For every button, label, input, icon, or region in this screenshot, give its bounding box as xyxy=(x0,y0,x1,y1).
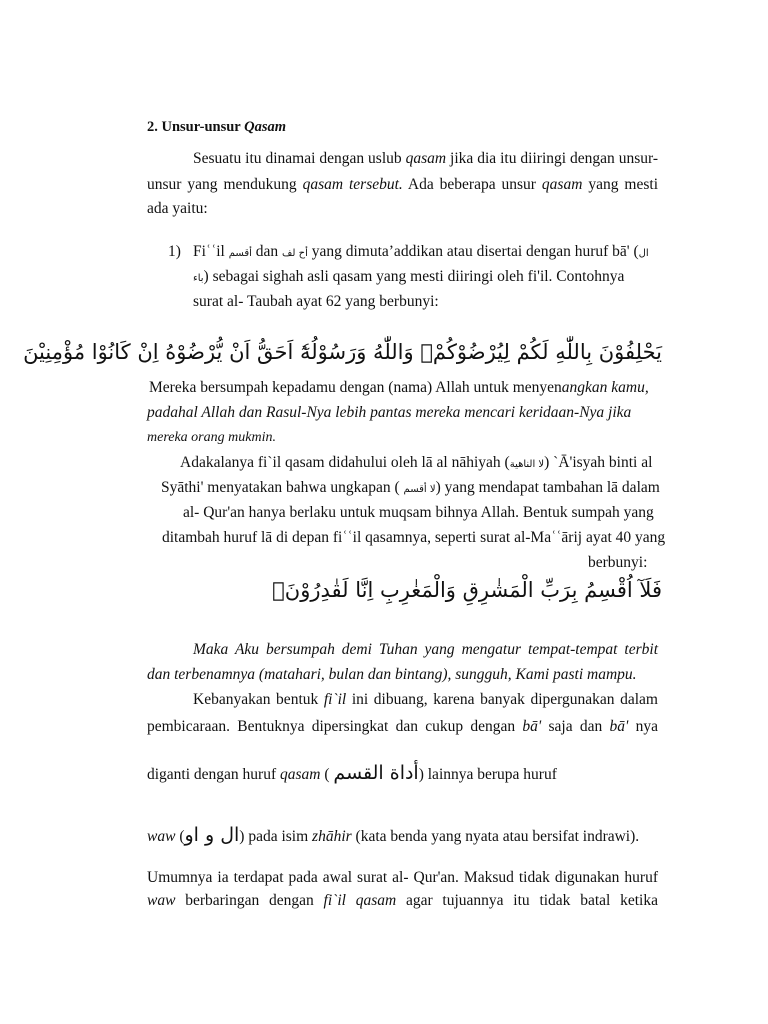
italic-term: zhāhir xyxy=(312,828,352,845)
arabic-term: باء xyxy=(193,273,204,284)
text-run: agar tujuannya itu tidak batal ketika xyxy=(396,892,658,909)
list-number: 1) xyxy=(168,243,181,260)
text-run: yang mesti xyxy=(582,176,658,193)
italic-term: fi`il xyxy=(323,691,347,708)
quran-verse-taubah-62: يَحْلِفُوْنَ بِاللّٰهِ لَكُمْ لِيُرْضُوْكُمْۚ وَاللّٰهُ وَرَسُوْلُهٗٓ اَحَقُّ اَنْ يُّرْضُوْهُ اِنْ كَانُوْا مُؤْمِنِيْنَ xyxy=(23,340,662,364)
text-run: saja dan xyxy=(541,718,610,735)
text-run: Adakalanya fi`il qasam didahului oleh lā al nāhiyah ( xyxy=(180,454,510,471)
trans1-line-3 xyxy=(147,427,276,448)
text-run: Mereka bersumpah kepadamu dengan (nama) Allah untuk menyen xyxy=(149,379,562,396)
para2-line-1 xyxy=(180,453,652,475)
para2-line-2 xyxy=(161,478,660,500)
italic-term: Maka Aku bersumpah demi Tuhan yang mengatur tempat-tempat terbit xyxy=(193,641,658,658)
text-run: ( xyxy=(175,828,185,845)
para3-line-2 xyxy=(147,717,658,737)
para4-line-1: Umumnya ia terdapat pada awal surat al- Qur'an. Maksud tidak digunakan huruf xyxy=(147,869,658,886)
para2-line-5: berbunyi: xyxy=(588,554,648,571)
italic-term: qasam xyxy=(280,766,321,783)
italic-term: qasam xyxy=(405,150,447,167)
text-run: unsur yang mendukung xyxy=(147,176,303,193)
arabic-term: ال xyxy=(638,248,649,259)
italic-term: bā' xyxy=(609,718,629,735)
arabic-term: لا أقسم xyxy=(403,484,436,495)
para3-line-3 xyxy=(147,763,557,785)
italic-term: padahal Allah dan Rasul-Nya lebih pantas mereka mencari keridaan-Nya jika xyxy=(147,404,632,421)
text-run: Ada beberapa unsur xyxy=(402,176,542,193)
italic-term: qasam xyxy=(541,176,583,193)
section-title-italic: Qasam xyxy=(244,119,287,135)
text-run: jika dia itu diiringi dengan unsur- xyxy=(446,150,659,167)
quran-verse-maarij-40: فَلَآ اُقْسِمُ بِرَبِّ الْمَشٰرِقِ وَالْمَغٰرِبِ اِنَّا لَقٰدِرُوْنَۙ xyxy=(272,578,662,602)
italic-term: angkan kamu, xyxy=(561,379,649,396)
text-run: yang dimuta’addikan atau disertai dengan huruf bā' ( xyxy=(311,243,639,260)
para3-line-4 xyxy=(147,825,639,847)
trans1-line-1 xyxy=(149,378,649,398)
italic-term: dan terbenamnya (matahari, bulan dan bintang), sungguh, Kami pasti mampu. xyxy=(147,666,637,683)
para1-line-2 xyxy=(147,175,658,195)
arabic-term: لا الناهية xyxy=(509,459,545,470)
text-run: Syāthi' menyatakan bahwa ungkapan ( xyxy=(161,479,404,496)
text-run: diganti dengan huruf xyxy=(147,766,281,783)
para2-line-4: ditambah huruf lā di depan fiʿʿil qasamnya, seperti surat al-Maʿʿārij ayat 40 yang xyxy=(162,529,666,546)
text-run: ) lainnya berupa huruf xyxy=(418,766,557,783)
text-run: Sesuatu itu dinamai dengan uslub xyxy=(193,150,406,167)
text-run: ) `Ā'isyah binti al xyxy=(544,454,653,471)
arabic-term: أقسم xyxy=(228,248,252,259)
para4-line-2 xyxy=(147,891,658,911)
section-heading xyxy=(147,117,286,137)
text-run: ini dibuang, karena banyak dipergunakan dalam xyxy=(346,691,658,708)
italic-term: waw xyxy=(147,892,176,909)
section-number: 2. xyxy=(147,119,158,135)
para2-line-3: al- Qur'an hanya berlaku untuk muqsam bihnya Allah. Bentuk sumpah yang xyxy=(183,504,654,521)
arabic-term: أداة القسم xyxy=(333,762,419,784)
para1-line-1 xyxy=(193,149,658,169)
item1-line-1 xyxy=(193,242,649,264)
trans2-line-1 xyxy=(193,640,658,660)
para1-line-3: ada yaitu: xyxy=(147,200,208,217)
text-run: ) yang mendapat tambahan lā dalam xyxy=(435,479,660,496)
item1-line-2 xyxy=(193,267,624,289)
italic-term: bā' xyxy=(522,718,542,735)
text-run: Fiʿʿil xyxy=(193,243,225,260)
para3-line-1 xyxy=(193,690,658,710)
text-run: ( xyxy=(320,766,334,783)
text-run: pembicaraan. Bentuknya dipersingkat dan cukup dengan xyxy=(147,718,523,735)
italic-term: mereka orang mukmin. xyxy=(147,430,276,445)
text-run: (kata benda yang nyata atau bersifat indrawi). xyxy=(351,828,640,845)
italic-term: fi`il qasam xyxy=(323,892,397,909)
text-run: Kebanyakan bentuk xyxy=(193,691,324,708)
text-run: ) pada isim xyxy=(239,828,313,845)
text-run: dan xyxy=(255,243,279,260)
item1-line-3: surat al- Taubah ayat 62 yang berbunyi: xyxy=(193,293,439,310)
text-run: berbaringan dengan xyxy=(175,892,324,909)
italic-term: waw xyxy=(147,828,176,845)
italic-term: qasam tersebut. xyxy=(302,176,403,193)
arabic-term: أح لف xyxy=(282,248,308,259)
text-run: ) sebagai sighah asli qasam yang mesti diiringi oleh fi'il. Contohnya xyxy=(203,268,625,285)
arabic-term: ال و او xyxy=(184,824,240,846)
trans2-line-2 xyxy=(147,665,637,685)
text-run: nya xyxy=(628,718,658,735)
trans1-line-2 xyxy=(147,403,631,423)
section-title-plain: Unsur-unsur xyxy=(161,119,241,135)
